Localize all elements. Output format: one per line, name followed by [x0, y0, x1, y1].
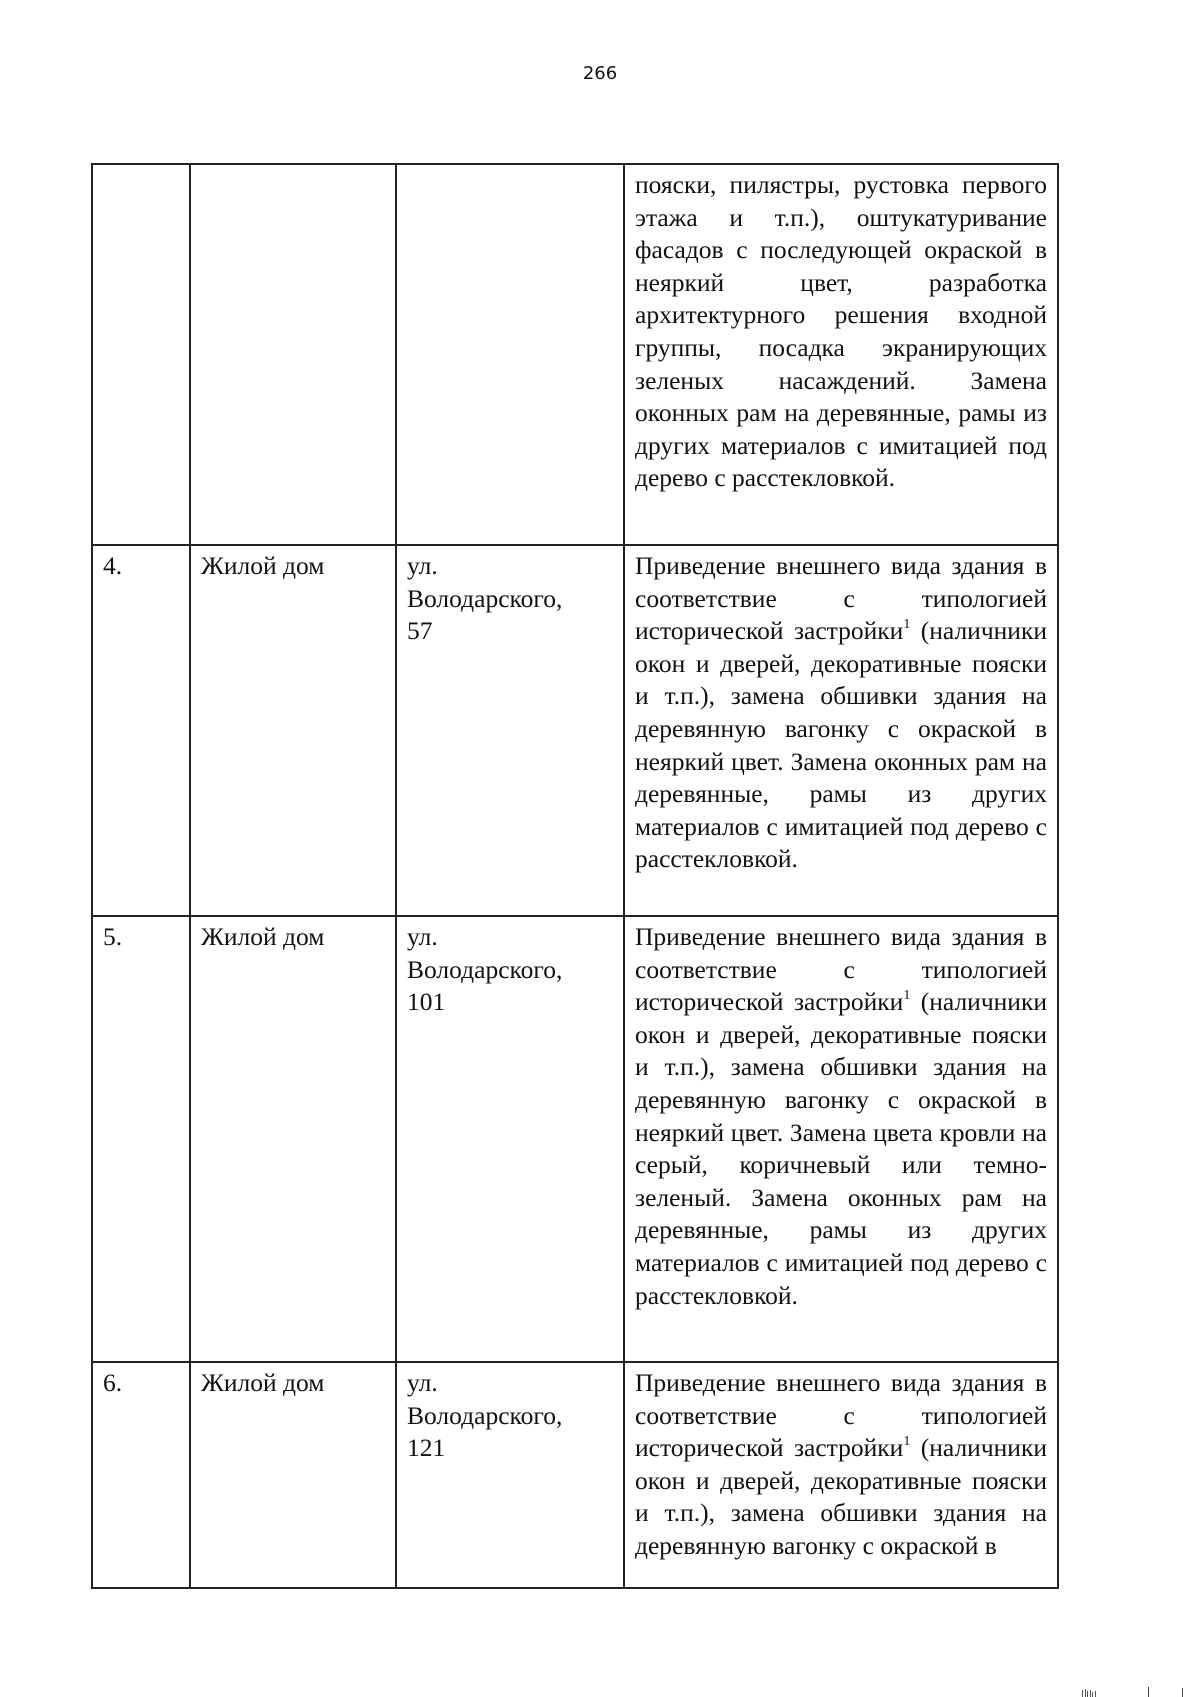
address-street-prefix: ул. [407, 1368, 438, 1397]
object-name-cell: Жилой дом [190, 545, 396, 916]
address-street-name: Володарского, [407, 954, 563, 984]
description-text-continued: (наличники окон и дверей, декоративные пояски и т.п.), замена обшивки здания на деревянную вагонку с окраской в неяркий цвет. Замена оконных рам на деревянные, рамы из других материалов с имитацией под дерево с расстекловкой. [635, 616, 1047, 874]
address-house-number: 101 [407, 987, 446, 1017]
table-row [92, 916, 1058, 1362]
row-number-cell: 6. [92, 1362, 190, 1588]
address-cell [396, 545, 624, 916]
table-row [92, 164, 1058, 545]
object-name-cell: Жилой дом [190, 1362, 396, 1588]
page-number: 266 [582, 63, 618, 84]
address-cell [396, 916, 624, 1362]
buildings-table [91, 163, 1059, 1589]
description-text-continued: (наличники окон и дверей, декоративные пояски и т.п.), замена обшивки здания на деревянную вагонку с окраской в неяркий цвет. Замена цвета кровли на серый, коричневый или темно-зеленый. Замена оконных рам на деревянные, рамы из других материалов с имитацией под дерево с расстекловкой. [635, 987, 1047, 1310]
address-house-number: 57 [407, 616, 433, 646]
description-cell [624, 164, 1058, 545]
description-cell [624, 916, 1058, 1362]
object-name-cell [190, 164, 396, 545]
footnote-marker: 1 [903, 988, 911, 1004]
address-street-prefix: ул. [407, 551, 438, 580]
row-number-cell: 5. [92, 916, 190, 1362]
address-street-prefix: ул. [407, 922, 438, 951]
address-street-name: Володарского, [407, 1400, 563, 1430]
footnote-marker: 1 [903, 617, 911, 633]
description-text: Приведение внешнего вида здания в соответствие с типологией исторической застройки [635, 1368, 1047, 1463]
table-row [92, 545, 1058, 916]
address-cell [396, 1362, 624, 1588]
scan-artifact-mark [1082, 1684, 1192, 1697]
description-text: Приведение внешнего вида здания в соответствие с типологией исторической застройки [635, 551, 1047, 646]
address-house-number: 121 [407, 1433, 446, 1463]
address-street-name: Володарского, [407, 583, 563, 613]
object-name-cell: Жилой дом [190, 916, 396, 1362]
description-text-continued: (наличники окон и дверей, декоративные пояски и т.п.), замена обшивки здания на деревянную вагонку с окраской в [635, 1433, 1047, 1560]
row-number-cell: 4. [92, 545, 190, 916]
description-cell [624, 1362, 1058, 1588]
table-row [92, 1362, 1058, 1588]
description-cell [624, 545, 1058, 916]
row-number-cell [92, 164, 190, 545]
address-cell [396, 164, 624, 545]
description-text: Приведение внешнего вида здания в соответствие с типологией исторической застройки [635, 922, 1047, 1017]
footnote-marker: 1 [903, 1434, 911, 1450]
description-text: пояски, пилястры, рустовка первого этажа и т.п.), оштукатуривание фасадов с последующей окраской в неяркий цвет, разработка архитектурного решения входной группы, посадка экранирующих зеленых насаждений. Замена оконных рам на деревянные, рамы из других материалов с имитацией под дерево с расстекловкой. [635, 170, 1047, 493]
